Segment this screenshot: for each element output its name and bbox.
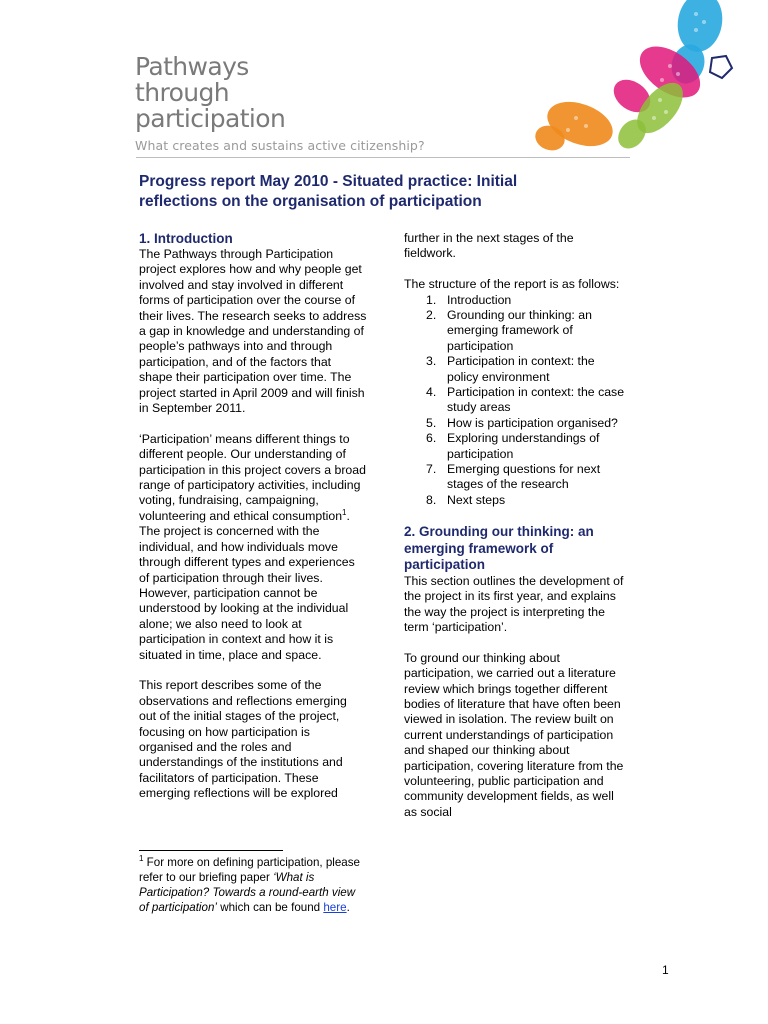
report-structure-list xyxy=(404,293,628,509)
brand-line-3: participation xyxy=(135,104,286,133)
report-title: Progress report May 2010 - Situated practice: Initial reflections on the organisation of participation xyxy=(139,173,518,210)
section-1-heading: 1. Introduction xyxy=(139,231,233,246)
brand-logo-text xyxy=(135,54,425,153)
brand-line-2: through xyxy=(135,78,230,107)
footnote-text-2: which can be found xyxy=(216,901,324,914)
footnote-mark: 1 xyxy=(139,854,144,864)
footnote-divider xyxy=(139,850,283,851)
continued-text: further in the next stages of the fieldwork. xyxy=(404,231,574,261)
right-column xyxy=(404,231,628,820)
intro-paragraph-2 xyxy=(139,432,367,663)
intro-paragraph-2-part-a: ‘Participation’ means different things to different people. Our understanding of participation in this project covers a broad range of participatory activities, including voting, fundraising, campaigning, volunteering and ethical consumption xyxy=(139,431,366,523)
list-item: 5. How is participation organised? xyxy=(426,415,618,430)
left-column xyxy=(139,231,367,802)
intro-paragraph-2-part-b: . The project is concerned with the individual, and how individuals move through different types and experiences of participation through their lives. However, participation cannot be understood by looking at the individual alone; we also need to look at participation in context and how it is situated in time, place and space. xyxy=(139,508,355,662)
footprints-logo-icon xyxy=(520,0,768,160)
footnote-title: ‘What is Participation? Towards a round-earth view of participation’ xyxy=(139,871,356,914)
list-item: 7. Emerging questions for next stages of the research xyxy=(426,462,601,492)
list-item: 4. Participation in context: the case study areas xyxy=(426,385,625,415)
list-item: 8. Next steps xyxy=(426,492,506,507)
footnote-text: For more on defining participation, please refer to our briefing paper xyxy=(139,856,360,884)
structure-intro: The structure of the report is as follows: xyxy=(404,277,620,292)
list-item: 6. Exploring understandings of participation xyxy=(426,431,600,461)
intro-paragraph-1: The Pathways through Participation project explores how and why people get involved and stay involved in different forms of participation over the course of their lives. The research seeks to address a gap in knowledge and understanding of people’s pathways into and through participation, and of the factors that shape their participation over time. The project started in April 2009 and will finish in September 2011. xyxy=(139,247,367,416)
footnote-reference[interactable]: 1 xyxy=(342,507,347,517)
footnote: $^1$ For more on defining participation, please refer to our briefing paper ‘What is Participation? Towards a round-earth view of participation’ which can be found here. xyxy=(139,854,360,914)
section-2-paragraph-2: To ground our thinking about participation, we carried out a literature review which brings together different bodies of literature that have often been viewed in isolation. The review built on current understandings of participation and shaped our thinking about participation, covering literature from the volunteering, public participation and community development fields, as well as social xyxy=(404,650,624,819)
list-item: 1. Introduction xyxy=(426,292,512,307)
header-divider xyxy=(136,157,630,158)
section-2-paragraph-1: This section outlines the development of the project in its first year, and explains the way the project is interpreting the term ‘participation’. xyxy=(404,573,624,635)
list-item: 2. Grounding our thinking: an emerging framework of participation xyxy=(426,308,592,353)
list-item: 3. Participation in context: the policy environment xyxy=(426,354,595,384)
brand-line-1: Pathways xyxy=(135,52,249,81)
page-number: 1 xyxy=(662,963,669,977)
intro-paragraph-3: This report describes some of the observations and reflections emerging out of the initial stages of the project, focusing on how participation is organised and the roles and understandings of the institutions and facilitators of participation. These emerging reflections will be explored xyxy=(139,678,347,801)
here-link[interactable]: here xyxy=(323,901,347,914)
orange-footprint-icon xyxy=(532,94,619,155)
section-2-heading: 2. Grounding our thinking: an emerging framework of participation xyxy=(404,524,594,573)
brand-tagline: What creates and sustains active citizenship? xyxy=(135,138,425,153)
